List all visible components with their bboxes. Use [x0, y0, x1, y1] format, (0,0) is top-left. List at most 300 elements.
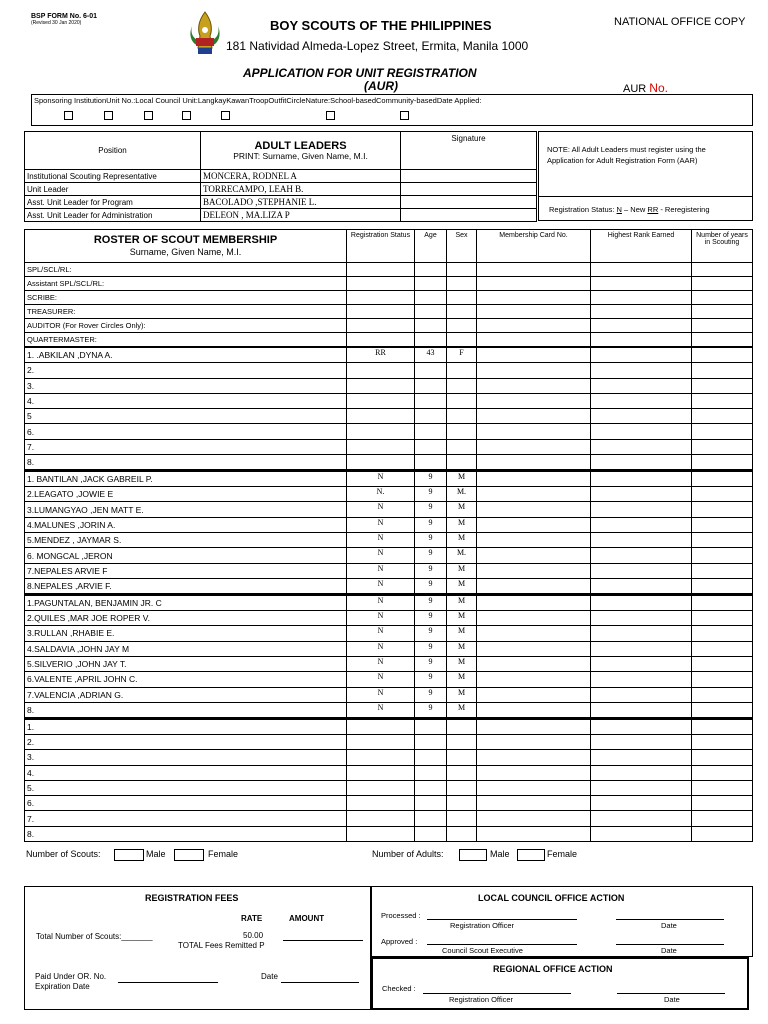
scout-name[interactable]: 2.LEAGATO ,JOWIE E — [25, 487, 347, 502]
scout-age[interactable] — [415, 393, 447, 408]
scout-sex[interactable]: M. — [447, 548, 477, 563]
scout-sex[interactable] — [447, 439, 477, 454]
paid-date-line[interactable] — [281, 982, 359, 983]
scout-years[interactable] — [692, 687, 753, 702]
scout-years[interactable] — [692, 502, 753, 517]
scout-sex[interactable]: M — [447, 533, 477, 548]
scout-age[interactable]: 9 — [415, 533, 447, 548]
scout-sex[interactable]: M — [447, 672, 477, 687]
scout-name[interactable]: 7.VALENCIA ,ADRIAN G. — [25, 687, 347, 702]
scout-years[interactable] — [692, 455, 753, 470]
scout-card-no[interactable] — [477, 409, 591, 424]
scout-rank[interactable] — [591, 277, 692, 291]
scout-rank[interactable] — [591, 533, 692, 548]
scout-sex[interactable] — [447, 378, 477, 393]
processed-officer-line[interactable] — [427, 919, 577, 920]
scout-sex[interactable]: M — [447, 502, 477, 517]
adult-name[interactable]: DELEON , MA.LIZA P — [201, 209, 401, 222]
processed-date-line[interactable] — [616, 919, 724, 920]
scout-rank[interactable] — [591, 305, 692, 319]
position-header: Position — [25, 132, 201, 170]
scout-card-no[interactable] — [477, 502, 591, 517]
scout-sex[interactable] — [447, 424, 477, 439]
scout-age[interactable]: 9 — [415, 672, 447, 687]
scout-age[interactable]: 9 — [415, 502, 447, 517]
scout-age[interactable] — [415, 409, 447, 424]
scout-registration-status[interactable]: N — [347, 641, 415, 656]
scout-rank[interactable] — [591, 471, 692, 486]
scout-card-no[interactable] — [477, 780, 591, 795]
scout-registration-status[interactable]: N — [347, 595, 415, 610]
scout-sex[interactable] — [447, 333, 477, 347]
scout-registration-status[interactable]: N — [347, 471, 415, 486]
scout-years[interactable] — [692, 719, 753, 734]
scout-registration-status[interactable] — [347, 409, 415, 424]
scout-card-no[interactable] — [477, 656, 591, 671]
scout-card-no[interactable] — [477, 393, 591, 408]
scout-registration-status[interactable] — [347, 780, 415, 795]
scout-sex[interactable]: F — [447, 348, 477, 363]
scout-registration-status[interactable] — [347, 424, 415, 439]
copy-label: NATIONAL OFFICE COPY — [614, 16, 746, 28]
scout-age[interactable] — [415, 780, 447, 795]
scout-name[interactable]: 8. — [25, 455, 347, 470]
scout-sex[interactable] — [447, 363, 477, 378]
scout-name[interactable]: 5 — [25, 409, 347, 424]
scout-rank[interactable] — [591, 487, 692, 502]
scout-name[interactable]: 8.NEPALES ,ARVIE F. — [25, 578, 347, 593]
scout-card-no[interactable] — [477, 424, 591, 439]
scout-registration-status[interactable] — [347, 393, 415, 408]
scout-card-no[interactable] — [477, 687, 591, 702]
scout-card-no[interactable] — [477, 548, 591, 563]
scout-age[interactable] — [415, 424, 447, 439]
scout-name[interactable]: 5.MENDEZ , JAYMAR S. — [25, 533, 347, 548]
scout-rank[interactable] — [591, 291, 692, 305]
scout-registration-status[interactable] — [347, 439, 415, 454]
scout-rank[interactable] — [591, 595, 692, 610]
scout-years[interactable] — [692, 348, 753, 363]
scout-card-no[interactable] — [477, 578, 591, 593]
scout-rank[interactable] — [591, 687, 692, 702]
scout-years[interactable] — [692, 409, 753, 424]
scout-name[interactable]: 4. — [25, 765, 347, 780]
scout-rank[interactable] — [591, 502, 692, 517]
scout-years[interactable] — [692, 765, 753, 780]
scout-rank[interactable] — [591, 319, 692, 333]
or-number-line[interactable] — [118, 982, 218, 983]
scout-years[interactable] — [692, 826, 753, 841]
scout-registration-status[interactable]: N — [347, 687, 415, 702]
scout-years[interactable] — [692, 750, 753, 765]
scout-card-no[interactable] — [477, 305, 591, 319]
scout-registration-status[interactable]: N — [347, 578, 415, 593]
male-scouts-count[interactable] — [114, 849, 144, 861]
unit-circle-checkbox[interactable] — [221, 111, 230, 120]
scout-sex[interactable] — [447, 393, 477, 408]
scout-rank[interactable] — [591, 548, 692, 563]
scout-age[interactable] — [415, 263, 447, 277]
scout-sex[interactable] — [447, 409, 477, 424]
scout-rank[interactable] — [591, 750, 692, 765]
scout-rank[interactable] — [591, 796, 692, 811]
scout-age[interactable]: 9 — [415, 656, 447, 671]
scout-age[interactable]: 9 — [415, 702, 447, 717]
scout-rank[interactable] — [591, 656, 692, 671]
scout-age[interactable] — [415, 439, 447, 454]
scout-sex[interactable]: M — [447, 563, 477, 578]
scout-years[interactable] — [692, 291, 753, 305]
scout-sex[interactable] — [447, 811, 477, 826]
school-based-checkbox[interactable] — [326, 111, 335, 120]
scout-registration-status[interactable] — [347, 378, 415, 393]
scout-registration-status[interactable] — [347, 826, 415, 841]
approved-date-line[interactable] — [616, 944, 724, 945]
scout-registration-status[interactable] — [347, 811, 415, 826]
scout-name[interactable]: 2.QUILES ,MAR JOE ROPER V. — [25, 611, 347, 626]
scout-name[interactable]: 4. — [25, 393, 347, 408]
scout-age[interactable] — [415, 333, 447, 347]
scout-sex[interactable]: M — [447, 656, 477, 671]
scout-registration-status[interactable]: N — [347, 672, 415, 687]
scout-years[interactable] — [692, 277, 753, 291]
scout-sex[interactable]: M — [447, 687, 477, 702]
scout-card-no[interactable] — [477, 378, 591, 393]
scout-age[interactable] — [415, 734, 447, 749]
scout-name[interactable]: 4.SALDAVIA ,JOHN JAY M — [25, 641, 347, 656]
scout-sex[interactable]: M — [447, 641, 477, 656]
scout-years[interactable] — [692, 578, 753, 593]
scout-age[interactable] — [415, 796, 447, 811]
scout-years[interactable] — [692, 626, 753, 641]
scout-card-no[interactable] — [477, 439, 591, 454]
scout-name[interactable]: 7. — [25, 811, 347, 826]
scout-rank[interactable] — [591, 378, 692, 393]
scout-registration-status[interactable] — [347, 796, 415, 811]
scout-name[interactable]: 7.NEPALES ARVIE F — [25, 563, 347, 578]
scout-registration-status[interactable]: N — [347, 702, 415, 717]
scout-years[interactable] — [692, 517, 753, 532]
scout-card-no[interactable] — [477, 811, 591, 826]
scout-age[interactable]: 43 — [415, 348, 447, 363]
scout-name[interactable]: 6. — [25, 796, 347, 811]
scout-rank[interactable] — [591, 780, 692, 795]
scout-card-no[interactable] — [477, 533, 591, 548]
scout-registration-status[interactable] — [347, 291, 415, 305]
scout-card-no[interactable] — [477, 626, 591, 641]
scout-row — [25, 765, 753, 780]
scout-rank[interactable] — [591, 348, 692, 363]
scout-years[interactable] — [692, 533, 753, 548]
scout-years[interactable] — [692, 811, 753, 826]
scout-age[interactable] — [415, 305, 447, 319]
scout-years[interactable] — [692, 363, 753, 378]
scout-age[interactable] — [415, 378, 447, 393]
unit-langkay-checkbox[interactable] — [64, 111, 73, 120]
scout-rank[interactable] — [591, 424, 692, 439]
scout-registration-status[interactable] — [347, 734, 415, 749]
scout-rank[interactable] — [591, 393, 692, 408]
checked-officer-line[interactable] — [423, 993, 571, 994]
scout-card-no[interactable] — [477, 641, 591, 656]
scout-name[interactable]: 3. — [25, 750, 347, 765]
scout-age[interactable] — [415, 277, 447, 291]
scout-age[interactable]: 9 — [415, 641, 447, 656]
scout-name[interactable]: 1. .ABKILAN ,DYNA A. — [25, 348, 347, 363]
scout-years[interactable] — [692, 595, 753, 610]
amount-line[interactable] — [283, 940, 363, 941]
scout-age[interactable]: 9 — [415, 595, 447, 610]
scout-card-no[interactable] — [477, 719, 591, 734]
adult-name[interactable]: BACOLADO ,STEPHANIE L. — [201, 196, 401, 209]
scout-years[interactable] — [692, 333, 753, 347]
scout-name[interactable]: SCRIBE: — [25, 291, 347, 305]
scout-years[interactable] — [692, 734, 753, 749]
scout-sex[interactable]: M — [447, 595, 477, 610]
scout-name[interactable]: 2. — [25, 363, 347, 378]
adult-signature[interactable] — [401, 170, 537, 183]
scout-card-no[interactable] — [477, 750, 591, 765]
scout-card-no[interactable] — [477, 563, 591, 578]
scout-name[interactable]: 6. MONGCAL ,JERON — [25, 548, 347, 563]
adult-name[interactable]: MONCERA, RODNEL A — [201, 170, 401, 183]
scout-name[interactable]: 4.MALUNES ,JORIN A. — [25, 517, 347, 532]
scout-years[interactable] — [692, 780, 753, 795]
scout-age[interactable]: 9 — [415, 626, 447, 641]
scout-name[interactable]: 1. BANTILAN ,JACK GABREIL P. — [25, 471, 347, 486]
scout-sex[interactable]: M — [447, 702, 477, 717]
scout-rank[interactable] — [591, 641, 692, 656]
scout-registration-status[interactable]: RR — [347, 348, 415, 363]
scout-card-no[interactable] — [477, 319, 591, 333]
scout-name[interactable]: 3. — [25, 378, 347, 393]
scout-years[interactable] — [692, 378, 753, 393]
scout-registration-status[interactable]: N — [347, 548, 415, 563]
scout-years[interactable] — [692, 424, 753, 439]
scout-rank[interactable] — [591, 455, 692, 470]
scout-sex[interactable] — [447, 826, 477, 841]
scout-age[interactable] — [415, 291, 447, 305]
scout-name[interactable]: 3.RULLAN ,RHABIE E. — [25, 626, 347, 641]
scout-name[interactable]: 5. — [25, 780, 347, 795]
scout-rank[interactable] — [591, 333, 692, 347]
scout-name[interactable]: 2. — [25, 734, 347, 749]
scout-card-no[interactable] — [477, 263, 591, 277]
scout-sex[interactable]: M. — [447, 487, 477, 502]
scout-sex[interactable] — [447, 750, 477, 765]
scout-row — [25, 439, 753, 454]
scout-years[interactable] — [692, 393, 753, 408]
scout-sex[interactable] — [447, 780, 477, 795]
scout-card-no[interactable] — [477, 348, 591, 363]
scout-sex[interactable]: M — [447, 611, 477, 626]
scout-rank[interactable] — [591, 563, 692, 578]
scout-registration-status[interactable]: N — [347, 563, 415, 578]
scout-age[interactable]: 9 — [415, 687, 447, 702]
scout-card-no[interactable] — [477, 672, 591, 687]
adult-signature[interactable] — [401, 183, 537, 196]
scout-registration-status[interactable] — [347, 750, 415, 765]
scout-age[interactable]: 9 — [415, 487, 447, 502]
scout-card-no[interactable] — [477, 734, 591, 749]
scout-card-no[interactable] — [477, 826, 591, 841]
scout-age[interactable]: 9 — [415, 548, 447, 563]
scout-sex[interactable] — [447, 319, 477, 333]
scout-card-no[interactable] — [477, 363, 591, 378]
scout-years[interactable] — [692, 641, 753, 656]
scout-sex[interactable]: M — [447, 517, 477, 532]
scout-years[interactable] — [692, 548, 753, 563]
scout-rank[interactable] — [591, 517, 692, 532]
scout-name[interactable]: 8. — [25, 702, 347, 717]
scout-years[interactable] — [692, 487, 753, 502]
scout-name[interactable]: 6. — [25, 424, 347, 439]
checked-date-line[interactable] — [617, 993, 725, 994]
scout-sex[interactable] — [447, 719, 477, 734]
scout-registration-status[interactable]: N — [347, 517, 415, 532]
scout-rank[interactable] — [591, 363, 692, 378]
scout-registration-status[interactable] — [347, 719, 415, 734]
scout-rank[interactable] — [591, 578, 692, 593]
scout-name[interactable]: SPL/SCL/RL: — [25, 263, 347, 277]
unit-kawan-checkbox[interactable] — [104, 111, 113, 120]
community-based-checkbox[interactable] — [400, 111, 409, 120]
scout-registration-status[interactable]: N — [347, 533, 415, 548]
scout-age[interactable] — [415, 826, 447, 841]
scout-row — [25, 672, 753, 687]
scout-age[interactable]: 9 — [415, 517, 447, 532]
scout-age[interactable] — [415, 750, 447, 765]
scout-age[interactable] — [415, 811, 447, 826]
scout-name[interactable]: 1.PAGUNTALAN, BENJAMIN JR. C — [25, 595, 347, 610]
scout-years[interactable] — [692, 796, 753, 811]
scout-age[interactable] — [415, 363, 447, 378]
scout-sex[interactable] — [447, 765, 477, 780]
scout-sex[interactable] — [447, 277, 477, 291]
scout-card-no[interactable] — [477, 471, 591, 486]
scout-age[interactable]: 9 — [415, 563, 447, 578]
adult-signature[interactable] — [401, 196, 537, 209]
unit-info-labels: Sponsoring InstitutionUnit No.:Local Council Unit:LangkayKawanTroopOutfitCircleNature:School-basedCommunity-basedDate Applied: — [34, 96, 482, 105]
scout-card-no[interactable] — [477, 796, 591, 811]
scout-years[interactable] — [692, 471, 753, 486]
scout-card-no[interactable] — [477, 517, 591, 532]
scout-name[interactable]: 7. — [25, 439, 347, 454]
scout-rank[interactable] — [591, 702, 692, 717]
scout-sex[interactable] — [447, 291, 477, 305]
scout-years[interactable] — [692, 656, 753, 671]
scout-registration-status[interactable] — [347, 455, 415, 470]
scout-rank[interactable] — [591, 409, 692, 424]
scout-name[interactable]: 8. — [25, 826, 347, 841]
scout-age[interactable] — [415, 765, 447, 780]
scout-name[interactable]: 5.SILVERIO ,JOHN JAY T. — [25, 656, 347, 671]
approved-executive-line[interactable] — [427, 944, 577, 945]
scout-rank[interactable] — [591, 765, 692, 780]
scout-sex[interactable] — [447, 263, 477, 277]
scout-card-no[interactable] — [477, 455, 591, 470]
scout-years[interactable] — [692, 319, 753, 333]
scout-rank[interactable] — [591, 611, 692, 626]
female-adults-count[interactable] — [517, 849, 545, 861]
adult-name[interactable]: TORRECAMPO, LEAH B. — [201, 183, 401, 196]
scout-rank[interactable] — [591, 263, 692, 277]
scout-years[interactable] — [692, 305, 753, 319]
scout-card-no[interactable] — [477, 333, 591, 347]
scout-name[interactable]: 3.LUMANGYAO ,JEN MATT E. — [25, 502, 347, 517]
scout-name[interactable]: 1. — [25, 719, 347, 734]
scout-name[interactable]: QUARTERMASTER: — [25, 333, 347, 347]
scout-registration-status[interactable]: N — [347, 502, 415, 517]
scout-name[interactable]: Assistant SPL/SCL/RL: — [25, 277, 347, 291]
adult-signature[interactable] — [401, 209, 537, 222]
scout-card-no[interactable] — [477, 595, 591, 610]
scout-rank[interactable] — [591, 439, 692, 454]
scout-age[interactable]: 9 — [415, 611, 447, 626]
scout-registration-status[interactable]: N — [347, 626, 415, 641]
scout-age[interactable]: 9 — [415, 471, 447, 486]
scout-registration-status[interactable]: N. — [347, 487, 415, 502]
scout-years[interactable] — [692, 439, 753, 454]
scout-registration-status[interactable]: N — [347, 611, 415, 626]
scout-card-no[interactable] — [477, 702, 591, 717]
scout-name[interactable]: AUDITOR (For Rover Circles Only): — [25, 319, 347, 333]
scout-name[interactable]: 6.VALENTE ,APRIL JOHN C. — [25, 672, 347, 687]
scout-card-no[interactable] — [477, 277, 591, 291]
scout-rank[interactable] — [591, 626, 692, 641]
scout-name[interactable]: TREASURER: — [25, 305, 347, 319]
scout-registration-status[interactable] — [347, 333, 415, 347]
female-scouts-count[interactable] — [174, 849, 204, 861]
scout-registration-status[interactable] — [347, 277, 415, 291]
scout-sex[interactable]: M — [447, 471, 477, 486]
scout-sex[interactable]: M — [447, 626, 477, 641]
scout-rank[interactable] — [591, 719, 692, 734]
scout-registration-status[interactable] — [347, 363, 415, 378]
scout-age[interactable]: 9 — [415, 578, 447, 593]
scout-rank[interactable] — [591, 672, 692, 687]
scout-age[interactable] — [415, 319, 447, 333]
scout-sex[interactable] — [447, 734, 477, 749]
scout-years[interactable] — [692, 702, 753, 717]
scout-registration-status[interactable]: N — [347, 656, 415, 671]
scout-card-no[interactable] — [477, 611, 591, 626]
scout-sex[interactable] — [447, 455, 477, 470]
scout-sex[interactable]: M — [447, 578, 477, 593]
scout-years[interactable] — [692, 672, 753, 687]
scout-card-no[interactable] — [477, 291, 591, 305]
scout-sex[interactable] — [447, 796, 477, 811]
scout-years[interactable] — [692, 263, 753, 277]
scout-card-no[interactable] — [477, 765, 591, 780]
scout-registration-status[interactable] — [347, 765, 415, 780]
scout-card-no[interactable] — [477, 487, 591, 502]
scout-rank[interactable] — [591, 734, 692, 749]
scout-registration-status[interactable] — [347, 263, 415, 277]
scout-registration-status[interactable] — [347, 319, 415, 333]
male-adults-count[interactable] — [459, 849, 487, 861]
unit-troop-checkbox[interactable] — [144, 111, 153, 120]
scout-rank[interactable] — [591, 826, 692, 841]
scout-rank[interactable] — [591, 811, 692, 826]
scout-registration-status[interactable] — [347, 305, 415, 319]
scout-age[interactable] — [415, 455, 447, 470]
scout-years[interactable] — [692, 563, 753, 578]
scout-years[interactable] — [692, 611, 753, 626]
scout-sex[interactable] — [447, 305, 477, 319]
scout-age[interactable] — [415, 719, 447, 734]
unit-outfit-checkbox[interactable] — [182, 111, 191, 120]
